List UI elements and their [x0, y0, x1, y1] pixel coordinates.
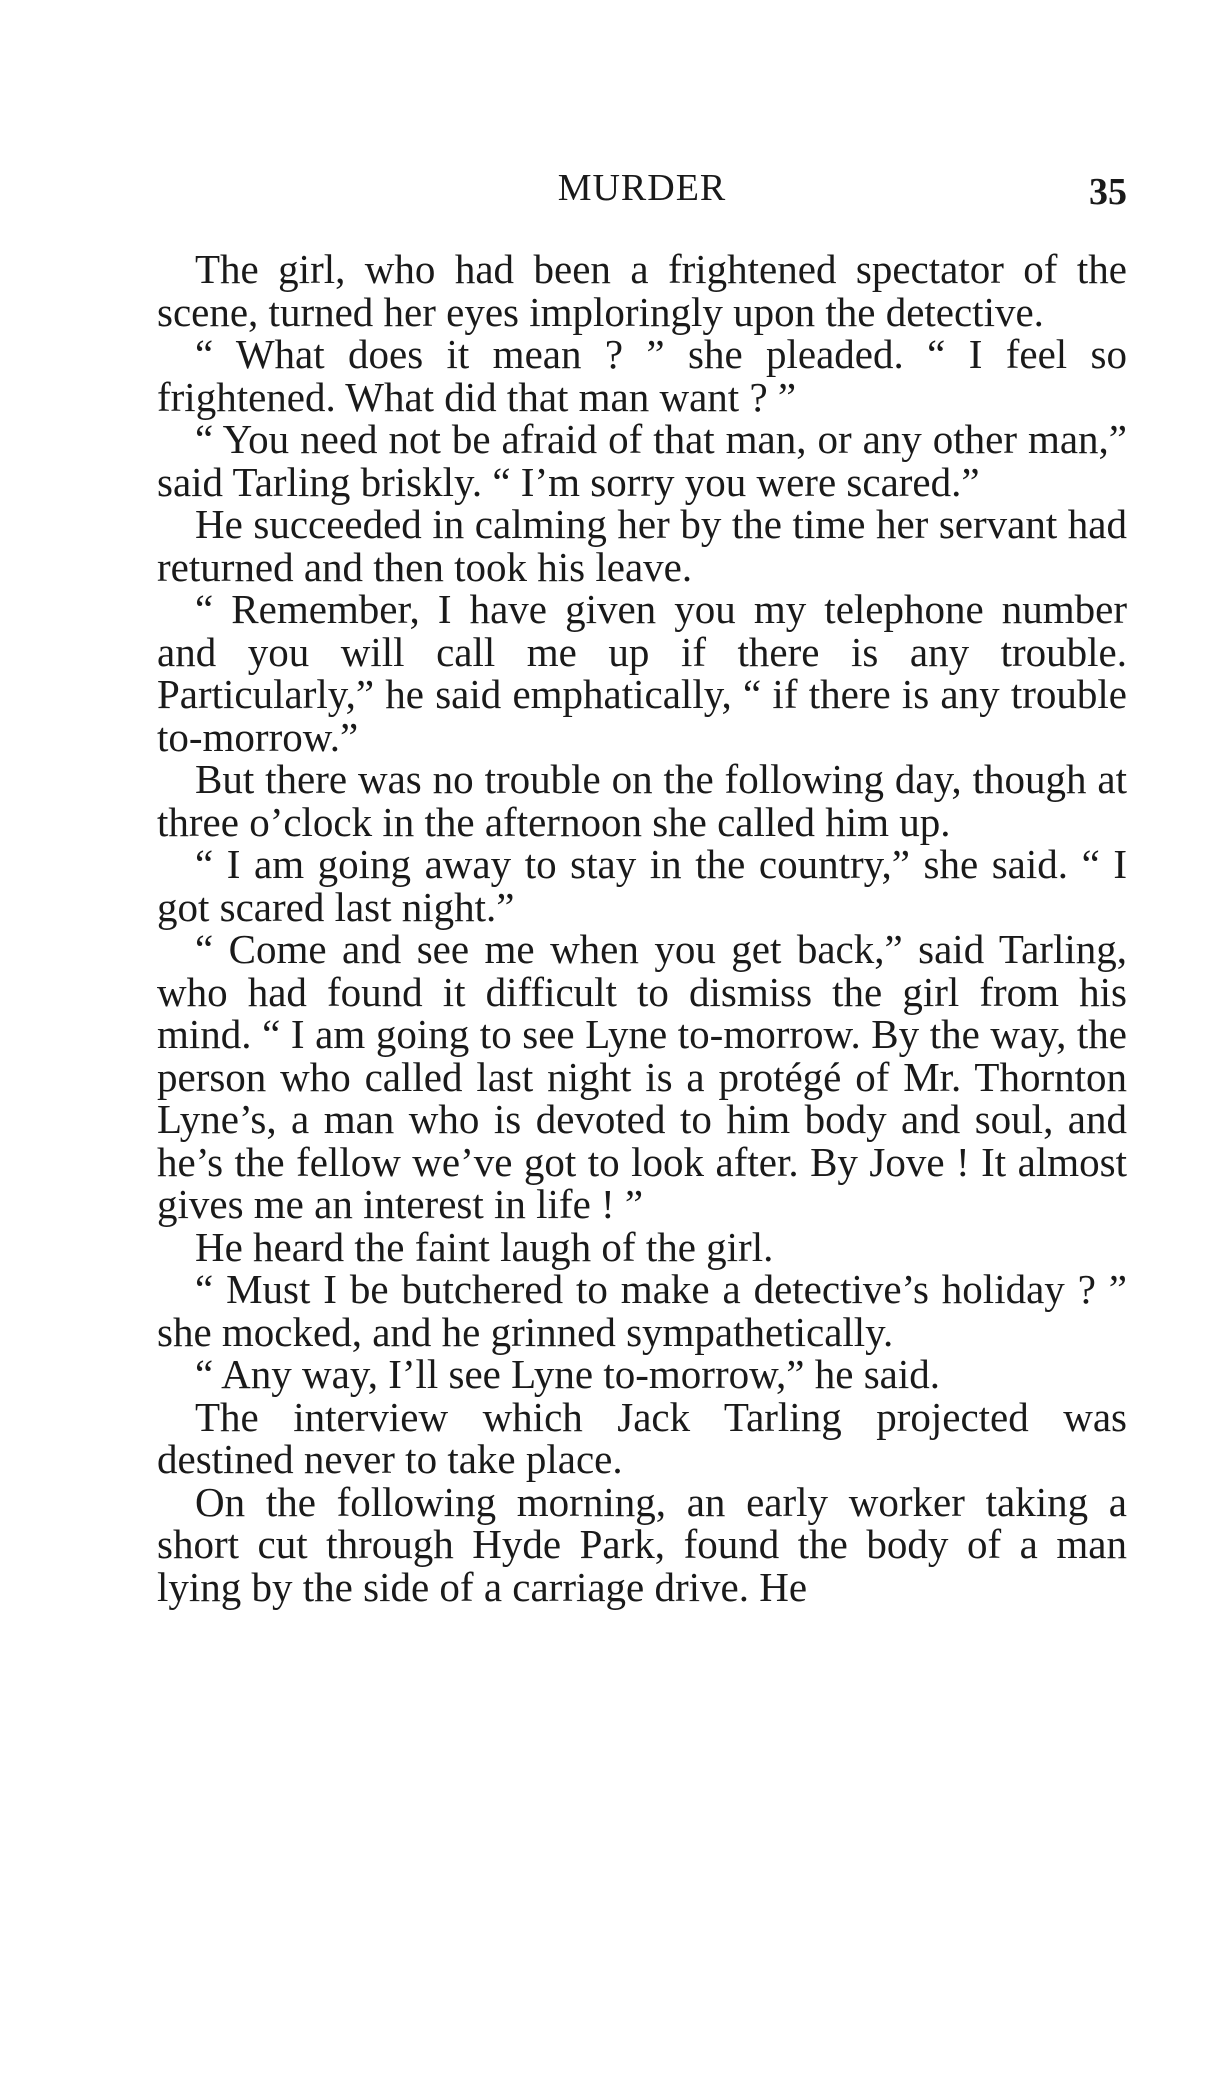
paragraph: “ Remember, I have given you my telephone number and you will call me up if there is any trouble. Particularly,” he said emphatically, “ if there is any trouble to-morrow.”: [157, 586, 1127, 760]
paragraph: The interview which Jack Tarling projected was destined never to take place.: [157, 1393, 1127, 1482]
paragraph: On the following morning, an early worker taking a short cut through Hyde Park, found the body of a man lying by the side of a carriage drive. He: [157, 1478, 1127, 1610]
paragraph: “ I am going away to stay in the country,” she said. “ I got scared last night.”: [157, 841, 1127, 930]
paragraph: “ Must I be butchered to make a detective’s holiday ? ” she mocked, and he grinned sympathetically.: [157, 1266, 1127, 1355]
paragraph: “ Any way, I’ll see Lyne to-morrow,” he said.: [195, 1351, 940, 1397]
page-header: [157, 166, 1127, 216]
paragraph: “ What does it mean ? ” she pleaded. “ I feel so frightened. What did that man want ? ”: [157, 331, 1127, 420]
paragraph: He succeeded in calming her by the time her servant had returned and then took his leave.: [157, 501, 1127, 590]
paragraph: The girl, who had been a frightened spectator of the scene, turned her eyes imploringly upon the detective.: [157, 246, 1127, 335]
paragraph: But there was no trouble on the following day, though at three o’clock in the afternoon she called him up.: [157, 756, 1127, 845]
paragraph: “ Come and see me when you get back,” said Tarling, who had found it difficult to dismiss the girl from his mind. “ I am going to see Lyne to-morrow. By the way, the person who called last night is a protégé of Mr. Thornton Lyne’s, a man who is devoted to him body and soul, and he’s the fellow we’ve got to look after. By Jove ! It almost gives me an interest in life ! ”: [157, 926, 1127, 1227]
paragraph: He heard the faint laugh of the girl.: [195, 1223, 774, 1270]
paragraph: “ You need not be afraid of that man, or any other man,” said Tarling briskly. “ I’m sorry you were scared.”: [157, 416, 1127, 505]
running-title: MURDER: [557, 167, 727, 209]
page-number: 35: [1089, 171, 1127, 213]
body-text: [157, 248, 1127, 1608]
